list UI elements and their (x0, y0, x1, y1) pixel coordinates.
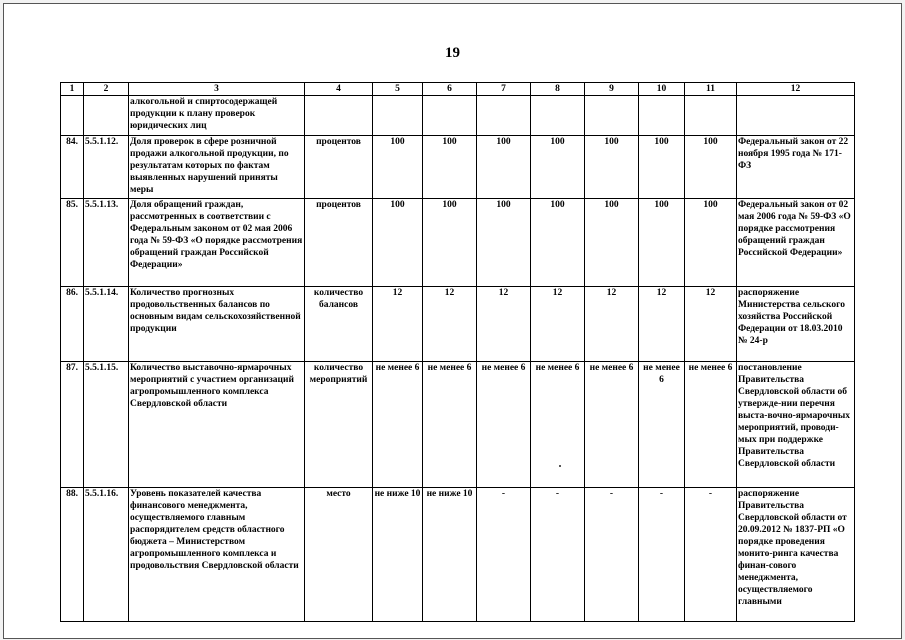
table-row (61, 488, 855, 622)
header-cell: 12 (737, 83, 855, 96)
value-cell: 100 (531, 136, 585, 199)
value-cell: 12 (685, 287, 737, 362)
unit (305, 96, 373, 136)
header-row (61, 83, 855, 96)
value-cell: 12 (477, 287, 531, 362)
row-code (84, 96, 129, 136)
page-number: 19 (445, 45, 460, 61)
table-row (61, 287, 855, 362)
legal-basis: Федеральный закон от 02 мая 2006 года № 59-ФЗ «О порядке рассмотрения обращений граждан Российской Федерации» (737, 199, 855, 287)
legal-basis: распоряжение Правительства Свердловской области от 20.09.2012 № 1837-РП «О порядке проведения монито-ринга качества финан-сового менеджмента, осуществляемого главными (737, 488, 855, 622)
legal-basis: Федеральный закон от 22 ноября 1995 года № 171-ФЗ (737, 136, 855, 199)
value-cell: 100 (531, 199, 585, 287)
value-cell: 100 (639, 199, 685, 287)
unit: процентов (305, 199, 373, 287)
legal-basis (737, 96, 855, 136)
header-cell: 4 (305, 83, 373, 96)
table-row (61, 136, 855, 199)
row-number: 86. (61, 287, 84, 362)
header-cell: 3 (129, 83, 305, 96)
value-cell: 100 (373, 136, 423, 199)
value-cell: 12 (639, 287, 685, 362)
table-row (61, 96, 855, 136)
row-number: 84. (61, 136, 84, 199)
unit: процентов (305, 136, 373, 199)
value-cell: не менее 6 (373, 362, 423, 488)
legal-basis: постановление Правительства Свердловской области об утвержде-нии перечня выста-вочно-ярмарочных мероприятий, проводи-мых при поддержке Правительства Свердловской области (737, 362, 855, 488)
value-cell: 100 (585, 199, 639, 287)
document-page (3, 3, 902, 639)
indicator-name: Количество выставочно-ярмарочных мероприятий с участием организаций агропромышленного комплекса Свердловской области (129, 362, 305, 488)
value-cell: не ниже 10 (423, 488, 477, 622)
indicator-name: Уровень показателей качества финансового менеджмента, осуществляемого главным распорядителем средств областного бюджета – Министерством агропромышленного комплекса и продовольствия Свердловской области (129, 488, 305, 622)
row-code: 5.5.1.14. (84, 287, 129, 362)
value-cell: 100 (685, 199, 737, 287)
row-code: 5.5.1.13. (84, 199, 129, 287)
value-cell: 12 (373, 287, 423, 362)
value-cell: 100 (373, 199, 423, 287)
row-code: 5.5.1.16. (84, 488, 129, 622)
value-cell: 100 (423, 136, 477, 199)
header-cell: 2 (84, 83, 129, 96)
row-number: 88. (61, 488, 84, 622)
value-cell: не ниже 10 (373, 488, 423, 622)
value-cell: 100 (585, 136, 639, 199)
value-cell: - (639, 488, 685, 622)
table-row (61, 199, 855, 287)
value-cell: 12 (423, 287, 477, 362)
row-code: 5.5.1.12. (84, 136, 129, 199)
indicator-name: Доля проверок в сфере розничной продажи алкогольной продукции, по результатам которых по фактам выявленных нарушений приняты меры (129, 136, 305, 199)
header-cell: 1 (61, 83, 84, 96)
value-cell: не менее 6 (423, 362, 477, 488)
value-cell: 100 (685, 136, 737, 199)
row-number (61, 96, 84, 136)
value-cell: 100 (477, 136, 531, 199)
header-cell: 9 (585, 83, 639, 96)
value-cell (477, 96, 531, 136)
value-cell: не менее 6 (639, 362, 685, 488)
row-number: 85. (61, 199, 84, 287)
indicators-table (60, 82, 855, 622)
header-cell: 8 (531, 83, 585, 96)
value-cell (685, 96, 737, 136)
unit: место (305, 488, 373, 622)
value-cell: не менее 6 (585, 362, 639, 488)
value-cell (531, 96, 585, 136)
indicator-name: Доля обращений граждан, рассмотренных в соответствии с Федеральным законом от 02 мая 2006 года № 59-ФЗ «О порядке рассмотрения обращений граждан Российской Федерации» (129, 199, 305, 287)
value-cell: не менее 6 (477, 362, 531, 488)
value-cell: не менее 6 (685, 362, 737, 488)
header-cell: 7 (477, 83, 531, 96)
value-cell (373, 96, 423, 136)
value-cell: 12 (531, 287, 585, 362)
indicator-name: Количество прогнозных продовольственных балансов по основным видам сельскохозяйственной продукции (129, 287, 305, 362)
unit: количество балансов (305, 287, 373, 362)
scan-speck (559, 465, 561, 467)
value-cell: не менее 6 (531, 362, 585, 488)
row-number: 87. (61, 362, 84, 488)
value-cell (585, 96, 639, 136)
legal-basis: распоряжение Министерства сельского хозяйства Российской Федерации от 18.03.2010 № 24-р (737, 287, 855, 362)
header-cell: 6 (423, 83, 477, 96)
row-code: 5.5.1.15. (84, 362, 129, 488)
value-cell (423, 96, 477, 136)
value-cell: - (685, 488, 737, 622)
indicator-name: алкогольной и спиртосодержащей продукции к плану проверок юридических лиц (129, 96, 305, 136)
value-cell: 12 (585, 287, 639, 362)
value-cell: 100 (639, 136, 685, 199)
value-cell: - (477, 488, 531, 622)
value-cell: 100 (423, 199, 477, 287)
value-cell: - (531, 488, 585, 622)
unit: количество мероприятий (305, 362, 373, 488)
value-cell: 100 (477, 199, 531, 287)
header-cell: 5 (373, 83, 423, 96)
value-cell: - (585, 488, 639, 622)
value-cell (639, 96, 685, 136)
header-cell: 10 (639, 83, 685, 96)
table-row (61, 362, 855, 488)
header-cell: 11 (685, 83, 737, 96)
